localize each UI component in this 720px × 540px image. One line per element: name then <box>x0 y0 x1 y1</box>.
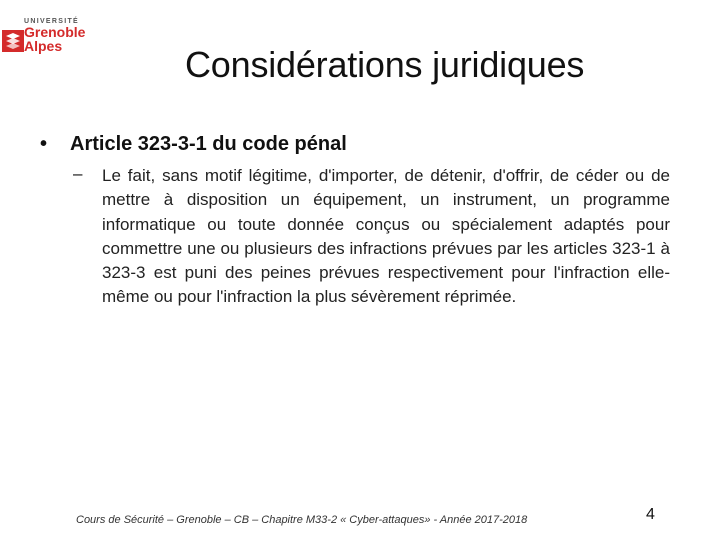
sub-bullet-dash: – <box>73 164 83 183</box>
bullet-text: Article 323-3-1 du code pénal <box>70 133 347 155</box>
university-logo <box>0 0 120 60</box>
logo-university-text: UNIVERSITÉ <box>24 18 80 25</box>
logo-alpes-text: Alpes <box>24 38 63 54</box>
slide-title: Considérations juridiques <box>185 44 585 85</box>
bullet-item <box>40 133 347 156</box>
article-paragraph: Le fait, sans motif légitime, d'importer, de détenir, d'offrir, de céder ou de mettre à disposition un équipement, un instrument, un programme informatique ou toute donnée conçus ou spécialement adaptés pour commettre une ou plusieurs des infractions prévues par les articles 323-1 à 323-3 est puni des peines prévues respectivement pour l'infraction elle-même ou pour l'infraction la plus sévèrement réprimée. <box>102 166 670 307</box>
grenoble-alpes-logo-icon <box>2 30 24 52</box>
logo-grenoble-text: Grenoble <box>24 24 86 40</box>
bullet-dot-icon: • <box>40 133 48 155</box>
slide-footer: Cours de Sécurité – Grenoble – CB – Chapitre M33-2 « Cyber-attaques» - Année 2017-2018 <box>76 514 528 526</box>
page-number: 4 <box>646 506 655 523</box>
